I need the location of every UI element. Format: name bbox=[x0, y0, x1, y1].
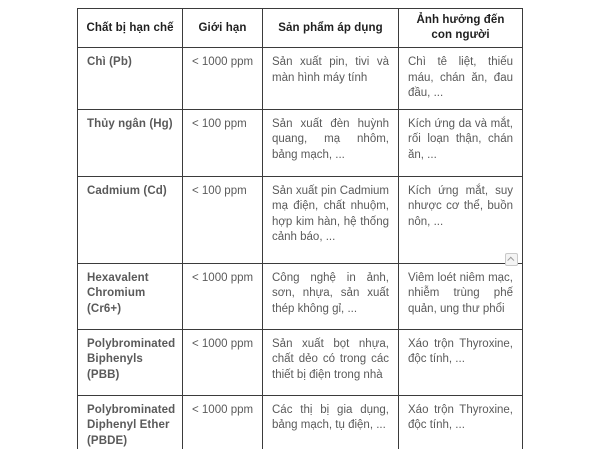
cell-products: Sản xuất đèn huỳnh quang, mạ nhôm, bảng mạch, ... bbox=[263, 109, 399, 176]
table-row bbox=[78, 329, 523, 395]
chevron-up-icon bbox=[507, 257, 514, 264]
cell-substance: Polybrominated Biphenyls (PBB) bbox=[78, 329, 183, 395]
column-header-substance: Chất bị hạn chế bbox=[78, 9, 183, 48]
table-row bbox=[78, 109, 523, 176]
cell-limit: < 1000 ppm bbox=[183, 263, 263, 329]
cell-substance: Polybrominated Diphenyl Ether (PBDE) bbox=[78, 395, 183, 449]
cell-substance: Hexavalent Chromium (Cr6+) bbox=[78, 263, 183, 329]
cell-limit: < 1000 ppm bbox=[183, 48, 263, 110]
cell-effects: Viêm loét niêm mạc, nhiễm trùng phế quản, ung thư phổi bbox=[399, 263, 523, 329]
cell-products: Các thị bị gia dụng, bảng mạch, tụ điện, ... bbox=[263, 395, 399, 449]
cell-effects: Kích ứng mắt, suy nhược cơ thể, buồn nôn, ... bbox=[399, 176, 523, 263]
cell-effects: Chì tê liệt, thiếu máu, chán ăn, đau đầu, ... bbox=[399, 48, 523, 110]
cell-effects: Kích ứng da và mắt, rối loạn thận, chán ăn, ... bbox=[399, 109, 523, 176]
cell-products: Công nghệ in ảnh, sơn, nhựa, sản xuất thép không gỉ, ... bbox=[263, 263, 399, 329]
cell-effects: Xáo trộn Thyroxine, độc tính, ... bbox=[399, 395, 523, 449]
cell-products: Sản xuất bọt nhựa, chất dẻo có trong các thiết bị điện trong nhà bbox=[263, 329, 399, 395]
cell-limit: < 100 ppm bbox=[183, 109, 263, 176]
cell-products: Sản xuất pin, tivi và màn hình máy tính bbox=[263, 48, 399, 110]
cell-products: Sản xuất pin Cadmium mạ điện, chất nhuộm, hợp kim hàn, hệ thống cảnh báo, ... bbox=[263, 176, 399, 263]
table-header bbox=[78, 9, 523, 48]
column-header-limit: Giới hạn bbox=[183, 9, 263, 48]
scroll-top-button[interactable] bbox=[505, 253, 518, 266]
table-row bbox=[78, 176, 523, 263]
table-row bbox=[78, 263, 523, 329]
cell-substance: Cadmium (Cd) bbox=[78, 176, 183, 263]
cell-effects: Xáo trộn Thyroxine, độc tính, ... bbox=[399, 329, 523, 395]
table-row bbox=[78, 395, 523, 449]
table-row bbox=[78, 48, 523, 110]
cell-limit: < 1000 ppm bbox=[183, 395, 263, 449]
cell-substance: Chì (Pb) bbox=[78, 48, 183, 110]
cell-limit: < 1000 ppm bbox=[183, 329, 263, 395]
cell-limit: < 100 ppm bbox=[183, 176, 263, 263]
column-header-effects: Ảnh hưởng đến con người bbox=[399, 9, 523, 48]
table-body bbox=[78, 48, 523, 449]
cell-substance: Thủy ngân (Hg) bbox=[78, 109, 183, 176]
restricted-substances-table bbox=[77, 8, 523, 449]
header-row bbox=[78, 9, 523, 48]
column-header-products: Sản phẩm áp dụng bbox=[263, 9, 399, 48]
